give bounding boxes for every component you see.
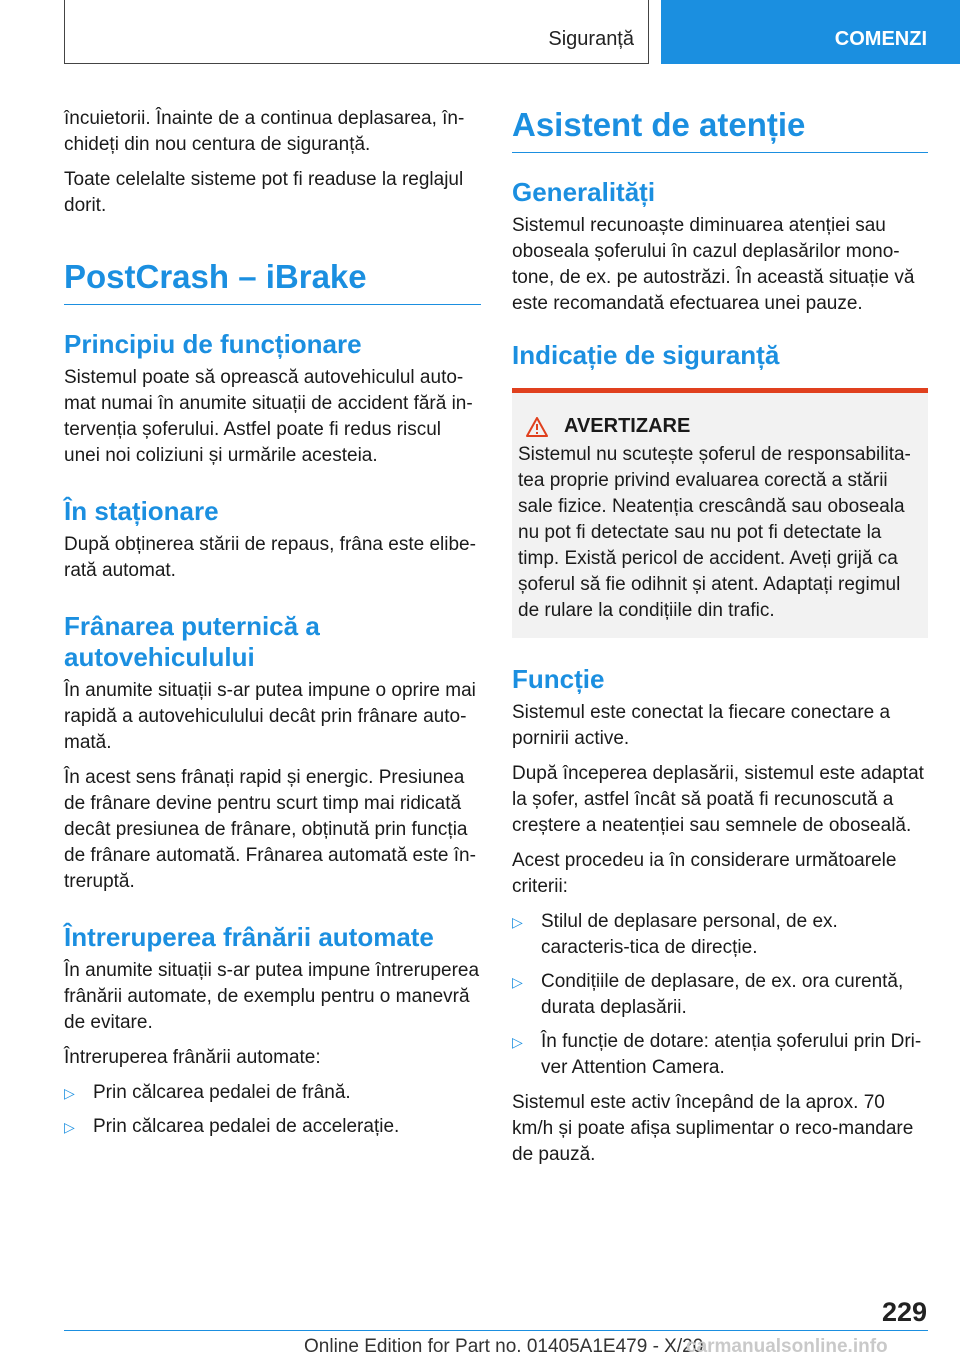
section-heading: Funcție [512,664,605,694]
attention-assistant-title: Asistent de atenție [512,106,928,153]
list-item [512,909,928,961]
triangle-right-icon: ▷ [512,914,523,930]
section-paragraph: Întreruperea frânării automate: [64,1047,321,1068]
header-chapter-tab[interactable] [661,0,960,64]
section-heading: Principiu de funcționare [64,329,362,359]
list-item [512,1029,928,1081]
left-column [64,106,481,1149]
triangle-right-icon: ▷ [64,1085,75,1101]
list-item [64,1080,481,1106]
section-paragraph: În anumite situații s-ar putea impune întreruperea frânării automate, de exemplu pentru o manevră de evitare. [64,960,480,1033]
bullet-list [512,909,928,1081]
warning-header [518,415,922,438]
section-paragraph: Sistemul este conectat la fiecare conectare a pornirii active. [512,702,891,749]
section-paragraph: Sistemul poate să oprească autovehiculul auto-mat numai în anumite situații de accident fără in-tervenția șoferului. Astfel poate fi redus riscul unei noi coliziuni și urmările acesteia. [64,367,473,466]
section-heading: Întreruperea frânării automate [64,922,434,952]
triangle-right-icon: ▷ [512,974,523,990]
section-paragraph: După obținerea stării de repaus, frâna este elibe-rată automat. [64,534,476,581]
bullet-list [64,1080,481,1140]
section-paragraph: Sistemul recunoaște diminuarea atenției sau oboseala șoferului în cazul deplasărilor mono-tone, de ex. pe autostrăzi. În această situație vă este recomandată efectuarea unei pauze. [512,215,915,314]
warning-text: Sistemul nu scutește șoferul de responsabilita-tea proprie privind evaluarea corectă a stării sale fizice. Neatenția crescândă sau oboseala nu pot fi detectate sau nu pot fi detectate la timp. Există pericol de accident. Aveți grijă ca șoferul să fie odihnit și atent. Adaptați regimul de rulare la condițiile din trafic. [518,444,911,621]
intro-paragraph: Toate celelalte sisteme pot fi readuse la reglajul dorit. [64,169,464,216]
warning-triangle-icon [526,417,548,437]
section-paragraph: În anumite situații s-ar putea impune o oprire mai rapidă a autovehiculului decât prin frânare auto-mată. [64,680,476,753]
header-section-box [64,0,649,64]
warning-title: AVERTIZARE [564,415,691,437]
triangle-right-icon: ▷ [64,1119,75,1135]
edition-label: Online Edition for Part no. 01405A1E479 - X/20 [304,1336,704,1357]
section-heading: Indicație de siguranță [512,340,780,370]
section-heading: Frânarea puternică a autovehiculului [64,611,320,672]
list-item-text: Prin călcarea pedalei de accelerație. [93,1116,400,1137]
list-item [512,969,928,1021]
triangle-right-icon: ▷ [512,1034,523,1050]
list-item-text: Stilul de deplasare personal, de ex. caracteris-tica de direcție. [541,911,838,958]
chapter-title: COMENZI [834,28,927,50]
postcrash-title: PostCrash – iBrake [64,258,481,305]
right-column [512,106,928,1177]
section-heading: În staționare [64,496,219,526]
list-item [64,1114,481,1140]
list-item-text: Condițiile de deplasare, de ex. ora curentă, durata deplasării. [541,971,904,1018]
page-number: 229 [881,1297,927,1327]
watermark: carmanualsonline.info [686,1336,888,1357]
section-paragraph: Acest procedeu ia în considerare următoarele criterii: [512,850,897,897]
intro-paragraph: încuietorii. Înainte de a continua deplasarea, în-chideți din nou centura de siguranță. [64,108,465,155]
section-title: Siguranță [548,28,634,50]
section-paragraph: Sistemul este activ începând de la aprox. 70 km/h și poate afișa suplimentar o reco-mandare de pauză. [512,1092,914,1165]
warning-box [512,388,928,638]
section-paragraph: În acest sens frânați rapid și energic. Presiunea de frânare devine pentru scurt timp mai ridicată decât presiunea de frânare, obținută prin funcția de frânare automată. Frânarea automată este în-treruptă. [64,767,476,892]
list-item-text: În funcție de dotare: atenția șoferului prin Dri-ver Attention Camera. [541,1031,922,1078]
footer-divider [64,1330,928,1331]
list-item-text: Prin călcarea pedalei de frână. [93,1082,351,1103]
section-heading: Generalități [512,177,656,207]
section-paragraph: După începerea deplasării, sistemul este adaptat la șofer, astfel încât să poată fi recunoscută a creștere a neatenției sau semnele de oboseală. [512,763,924,836]
